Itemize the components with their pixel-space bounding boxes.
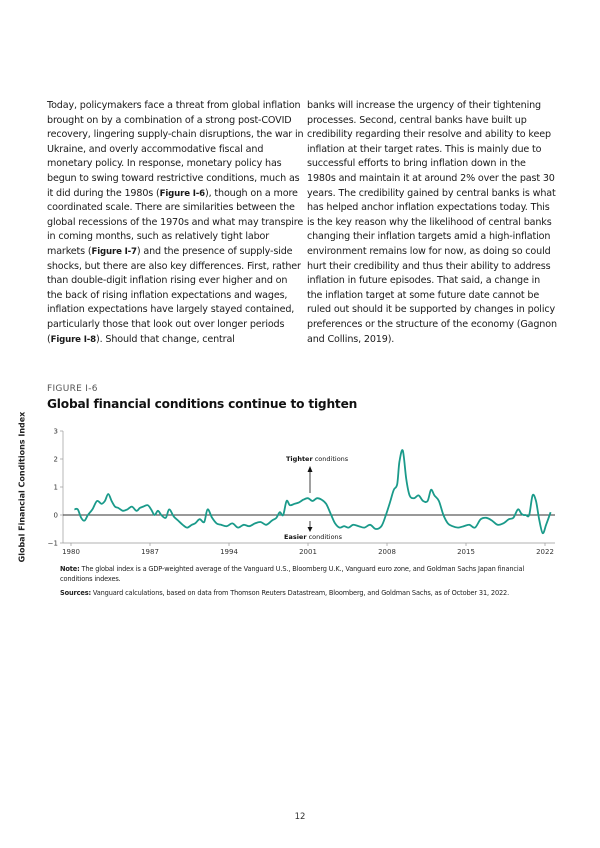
figure-reference-link[interactable]: Figure I-7 (91, 246, 137, 257)
y-tick-label: 0 (53, 511, 58, 520)
data-line (74, 450, 550, 533)
figure-notes (60, 564, 540, 602)
tighter-conditions-label: Tighter conditions (286, 455, 349, 463)
figure-title: Global financial conditions continue to tighten (47, 397, 358, 411)
sources-label: Sources: (60, 589, 91, 597)
note-label: Note: (60, 565, 80, 573)
x-tick-label: 2015 (457, 548, 475, 556)
y-axis-label: Global Financial Conditions Index (17, 411, 27, 563)
x-tick-label: 1994 (220, 548, 238, 556)
x-tick-label: 2022 (536, 548, 554, 556)
figure-reference-link[interactable]: Figure I-6 (159, 188, 206, 199)
body-paragraph-left: Today, policymakers face a threat from global inflation brought on by a combination of a strong post-COVID recovery, lingering supply-chain disruptions, the war in Ukraine, and overly accommodative fiscal and monetary policy. In response, monetary policy has begun to swing toward restrictive conditions, much as it did during the 1980s (Figure I-6), though on a more coordinated scale. There are similarities between the global recessions of the 1970s and what may transpire in coming months, such as relatively tight labor markets (Figure I-7) and the presence of supply-side shocks, but there are also key differences. First, rather than double-digit inflation rising ever higher and on the back of rising inflation expectations and wages, inflation expectations have largely stayed contained, particularly those that look out over longer periods (Figure I-8). Should that change, central (47, 100, 304, 345)
x-tick-label: 2001 (299, 548, 317, 556)
body-right-column (307, 99, 557, 347)
note-text: The global index is a GDP-weighted average of the Vanguard U.S., Bloomberg U.K., Vanguard euro zone, and Goldman Sachs Japan financial conditions indexes. (60, 565, 525, 583)
y-tick-label: 1 (53, 483, 58, 492)
easier-conditions-label: Easier conditions (284, 533, 343, 541)
x-tick-label: 1980 (62, 548, 80, 556)
sources (60, 588, 540, 598)
page-number: 12 (294, 812, 306, 822)
y-tick-label: 3 (53, 427, 58, 436)
sources-text: Vanguard calculations, based on data from Thomson Reuters Datastream, Bloomberg, and Goldman Sachs, as of October 31, 2022. (90, 589, 510, 597)
up-arrowhead-icon (308, 466, 313, 472)
y-tick-label: 2 (53, 455, 58, 464)
figure-reference-link[interactable]: Figure I-8 (50, 334, 96, 345)
x-tick-label: 1987 (141, 548, 159, 556)
y-tick-label: −1 (47, 539, 58, 548)
note (60, 564, 540, 584)
body-left-column (47, 99, 305, 347)
figure-label: FIGURE I-6 (47, 384, 98, 394)
x-tick-label: 2008 (378, 548, 396, 556)
body-paragraph-right: banks will increase the urgency of their tightening processes. Second, central banks have built up credibility regarding their resolve and ability to keep inflation at their target rates. This is mainly due to successful efforts to bring inflation down in the 1980s and maintain it at around 2% over the past 30 years. The credibility gained by central banks is what has helped anchor inflation expectations today. This is the key reason why the likelihood of central banks changing their inflation targets amid a high-inflation environment remains low for now, as doing so could hurt their credibility and thus their ability to address inflation in future episodes. That said, a change in the inflation target at some future date cannot be ruled out should it be supported by changes in policy preferences or the structure of the economy (Gagnon and Collins, 2019). (307, 100, 557, 345)
down-arrowhead-icon (308, 527, 313, 532)
